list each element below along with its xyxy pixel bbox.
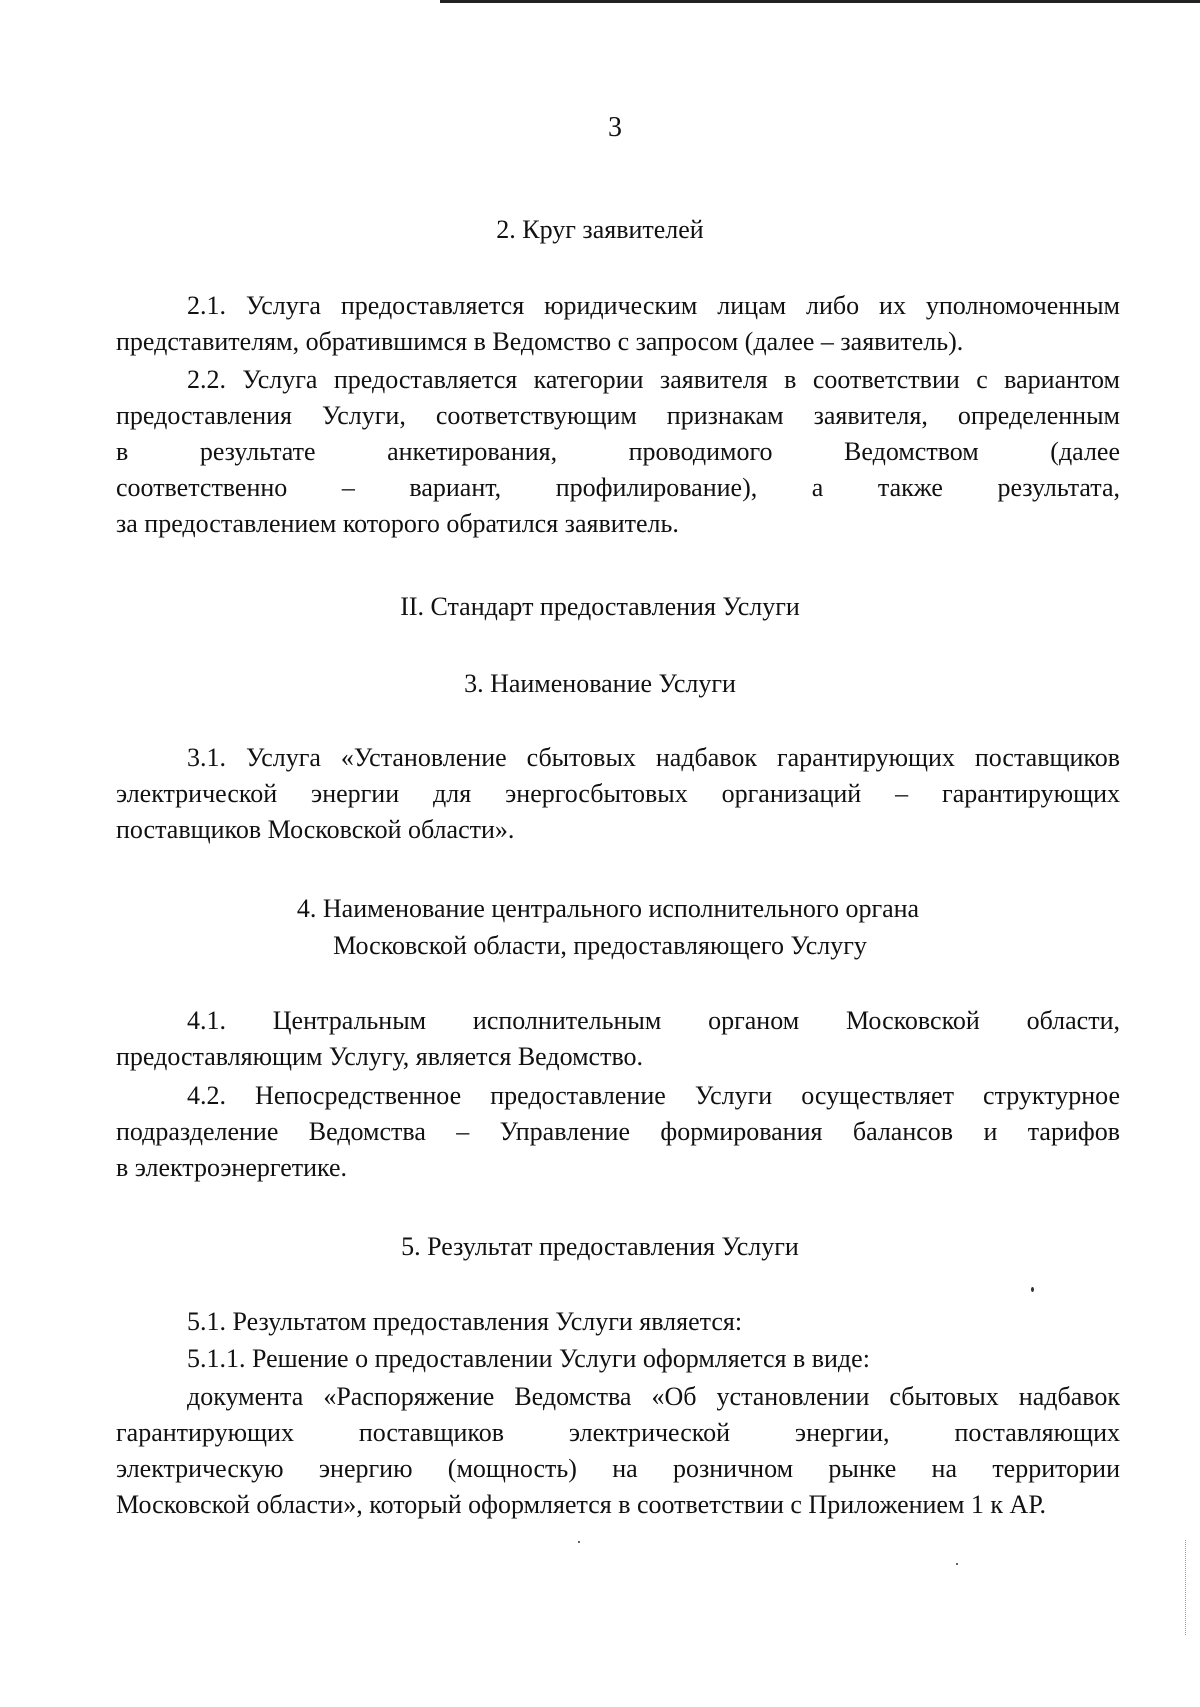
paragraph-line: 2.1. Услуга предоставляется юридическим лицам либо их уполномоченным [187,291,1120,320]
paragraph-line: предоставления Услуги, соответствующим признакам заявителя, определенным [116,401,1120,430]
paragraph-line: 5.1.1. Решение о предоставлении Услуги оформляется в виде: [187,1344,870,1373]
paragraph-2-2 [116,362,1120,542]
paragraph-4-2 [116,1078,1120,1186]
paragraph-2-1 [116,288,1120,360]
paragraph-line: 2.2. Услуга предоставляется категории заявителя в соответствии с вариантом [187,365,1120,394]
paragraph-4-1 [116,1003,1120,1075]
paragraph-line: в электроэнергетике. [116,1153,348,1182]
paragraph-5-1 [116,1304,1120,1340]
paragraph-line: 3.1. Услуга «Установление сбытовых надбавок гарантирующих поставщиков [187,743,1120,772]
scan-speck [1031,1287,1034,1292]
paragraph-line: гарантирующих поставщиков электрической энергии, поставляющих [116,1418,1120,1447]
paragraph-line: представителям, обратившимся в Ведомство с запросом (далее – заявитель). [116,327,964,356]
paragraph-line: документа «Распоряжение Ведомства «Об установлении сбытовых надбавок [187,1382,1120,1411]
paragraph-5-1-1-document [116,1379,1120,1523]
paragraph-line: предоставляющим Услугу, является Ведомство. [116,1042,644,1071]
scan-speck [956,1563,958,1565]
paragraph-line: электрическую энергию (мощность) на розничном рынке на территории [116,1454,1120,1483]
paragraph-3-1 [116,740,1120,848]
paragraph-line: 4.1. Центральным исполнительным органом Московской области, [187,1006,1120,1035]
paragraph-line: подразделение Ведомства – Управление формирования балансов и тарифов [116,1117,1120,1146]
scan-speck [578,1541,580,1543]
scan-margin-trace [1185,1540,1187,1635]
page-number: 3 [608,112,622,143]
section-4-heading-line-2: Московской области, предоставляющего Услугу [333,931,867,960]
section-2-heading: 2. Круг заявителей [496,215,704,244]
top-edge-rule [440,0,1200,3]
section-5-heading: 5. Результат предоставления Услуги [401,1232,799,1261]
paragraph-5-1-1 [116,1341,1120,1377]
paragraph-line: Московской области», который оформляется в соответствии с Приложением 1 к АР. [116,1490,1047,1519]
paragraph-line: электрической энергии для энергосбытовых организаций – гарантирующих [116,779,1120,808]
paragraph-line: за предоставлением которого обратился заявитель. [116,509,679,538]
paragraph-line: соответственно – вариант, профилирование), а также результата, [116,473,1120,502]
section-4-heading-line-1: 4. Наименование центрального исполнительного органа [296,894,920,923]
section-3-heading: 3. Наименование Услуги [464,669,736,698]
paragraph-line: 5.1. Результатом предоставления Услуги является: [187,1307,743,1336]
paragraph-line: в результате анкетирования, проводимого Ведомством (далее [116,437,1120,466]
paragraph-line: поставщиков Московской области». [116,815,515,844]
paragraph-line: 4.2. Непосредственное предоставление Услуги осуществляет структурное [187,1081,1120,1110]
part-2-heading: II. Стандарт предоставления Услуги [400,592,800,621]
